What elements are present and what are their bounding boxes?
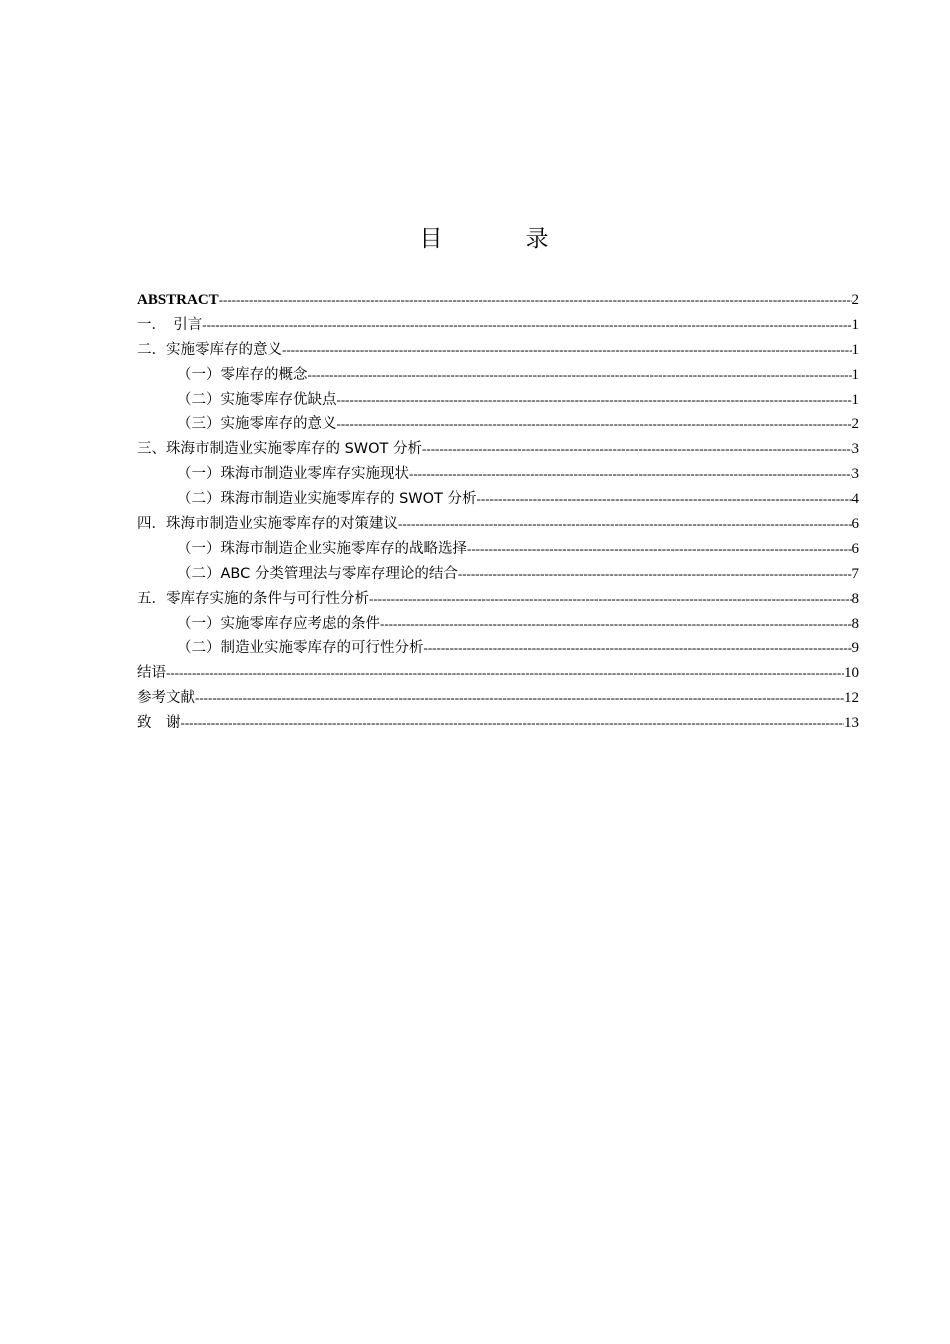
toc-entry-label: （二）制造业实施零库存的可行性分析 <box>177 640 424 657</box>
toc-entry-label: ABSTRACT <box>137 292 219 308</box>
toc-dot-leader <box>337 388 852 413</box>
toc-page-number: 1 <box>851 366 859 383</box>
toc-dot-leader <box>422 437 851 462</box>
toc-page-number: 8 <box>851 615 859 632</box>
toc-dot-leader <box>409 462 852 487</box>
toc-entry-label: （二）珠海市制造业实施零库存的 SWOT 分析 <box>177 491 477 508</box>
toc-entry-label: 三、珠海市制造业实施零库存的 SWOT 分析 <box>137 441 423 458</box>
toc-page-number: 1 <box>851 316 859 333</box>
toc-dot-leader <box>398 512 852 537</box>
toc-entry-chapter-4[interactable] <box>137 512 859 537</box>
toc-entry-label: （三）实施零库存的意义 <box>177 416 337 433</box>
toc-entry-acknowledgements[interactable] <box>137 711 859 736</box>
toc-entry-conclusion[interactable] <box>137 661 859 686</box>
toc-page-number: 8 <box>851 590 859 607</box>
toc-entry-label: （一）珠海市制造企业实施零库存的战略选择 <box>177 540 467 557</box>
toc-page-number: 1 <box>851 341 859 358</box>
toc-entry-section-2-3[interactable] <box>137 412 859 437</box>
toc-dot-leader <box>477 487 852 512</box>
toc-page-number: 13 <box>844 715 859 732</box>
toc-dot-leader <box>308 363 852 388</box>
toc-dot-leader <box>380 612 852 637</box>
toc-page-number: 2 <box>851 416 859 433</box>
toc-page-number: 4 <box>851 491 859 508</box>
toc-dot-leader <box>337 412 852 437</box>
toc-entry-section-2-1[interactable] <box>137 363 859 388</box>
toc-page-number: 7 <box>851 565 859 582</box>
table-of-contents <box>137 288 859 736</box>
toc-entry-abstract[interactable] <box>137 288 859 313</box>
toc-entry-label: 四．珠海市制造业实施零库存的对策建议 <box>137 516 398 533</box>
toc-page-number: 6 <box>851 540 859 557</box>
toc-dot-leader <box>424 636 852 661</box>
toc-entry-label: 致 谢 <box>137 715 181 732</box>
toc-entry-section-4-2[interactable] <box>137 562 859 587</box>
toc-dot-leader <box>458 562 852 587</box>
toc-entry-label: （一）实施零库存应考虑的条件 <box>177 615 380 632</box>
toc-dot-leader <box>467 537 852 562</box>
toc-page-number: 2 <box>851 292 859 308</box>
toc-entry-section-5-1[interactable] <box>137 612 859 637</box>
toc-entry-label: （一）珠海市制造业零库存实施现状 <box>177 466 409 483</box>
toc-entry-label: （二）实施零库存优缺点 <box>177 391 337 408</box>
toc-page-number: 3 <box>851 441 859 458</box>
toc-entry-section-5-2[interactable] <box>137 636 859 661</box>
toc-page-number: 12 <box>844 690 859 707</box>
toc-dot-leader <box>369 587 852 612</box>
toc-entry-label: 一． 引言 <box>137 316 203 333</box>
toc-entry-section-3-1[interactable] <box>137 462 859 487</box>
toc-entry-section-4-1[interactable] <box>137 537 859 562</box>
toc-dot-leader <box>166 661 844 686</box>
toc-entry-label: （一）零库存的概念 <box>177 366 308 383</box>
toc-entry-label: 二．实施零库存的意义 <box>137 341 282 358</box>
toc-entry-chapter-3[interactable] <box>137 437 859 462</box>
toc-title: 目 录 <box>419 226 579 252</box>
toc-dot-leader <box>282 338 852 363</box>
toc-dot-leader <box>181 711 845 736</box>
toc-entry-label: 五．零库存实施的条件与可行性分析 <box>137 590 369 607</box>
toc-entry-chapter-5[interactable] <box>137 587 859 612</box>
toc-entry-label: 结语 <box>137 665 166 682</box>
toc-page-number: 9 <box>851 640 859 657</box>
toc-entry-chapter-2[interactable] <box>137 338 859 363</box>
toc-page-number: 10 <box>844 665 859 682</box>
toc-entry-section-3-2[interactable] <box>137 487 859 512</box>
toc-dot-leader <box>219 288 852 313</box>
toc-page-number: 6 <box>851 516 859 533</box>
toc-page-number: 3 <box>851 466 859 483</box>
toc-dot-leader <box>195 686 844 711</box>
toc-page-number: 1 <box>851 391 859 408</box>
toc-entry-label: （二）ABC 分类管理法与零库存理论的结合 <box>177 565 458 582</box>
toc-entry-label: 参考文献 <box>137 690 195 707</box>
toc-entry-introduction[interactable] <box>137 313 859 338</box>
toc-dot-leader <box>202 313 851 338</box>
toc-entry-references[interactable] <box>137 686 859 711</box>
toc-entry-section-2-2[interactable] <box>137 388 859 413</box>
